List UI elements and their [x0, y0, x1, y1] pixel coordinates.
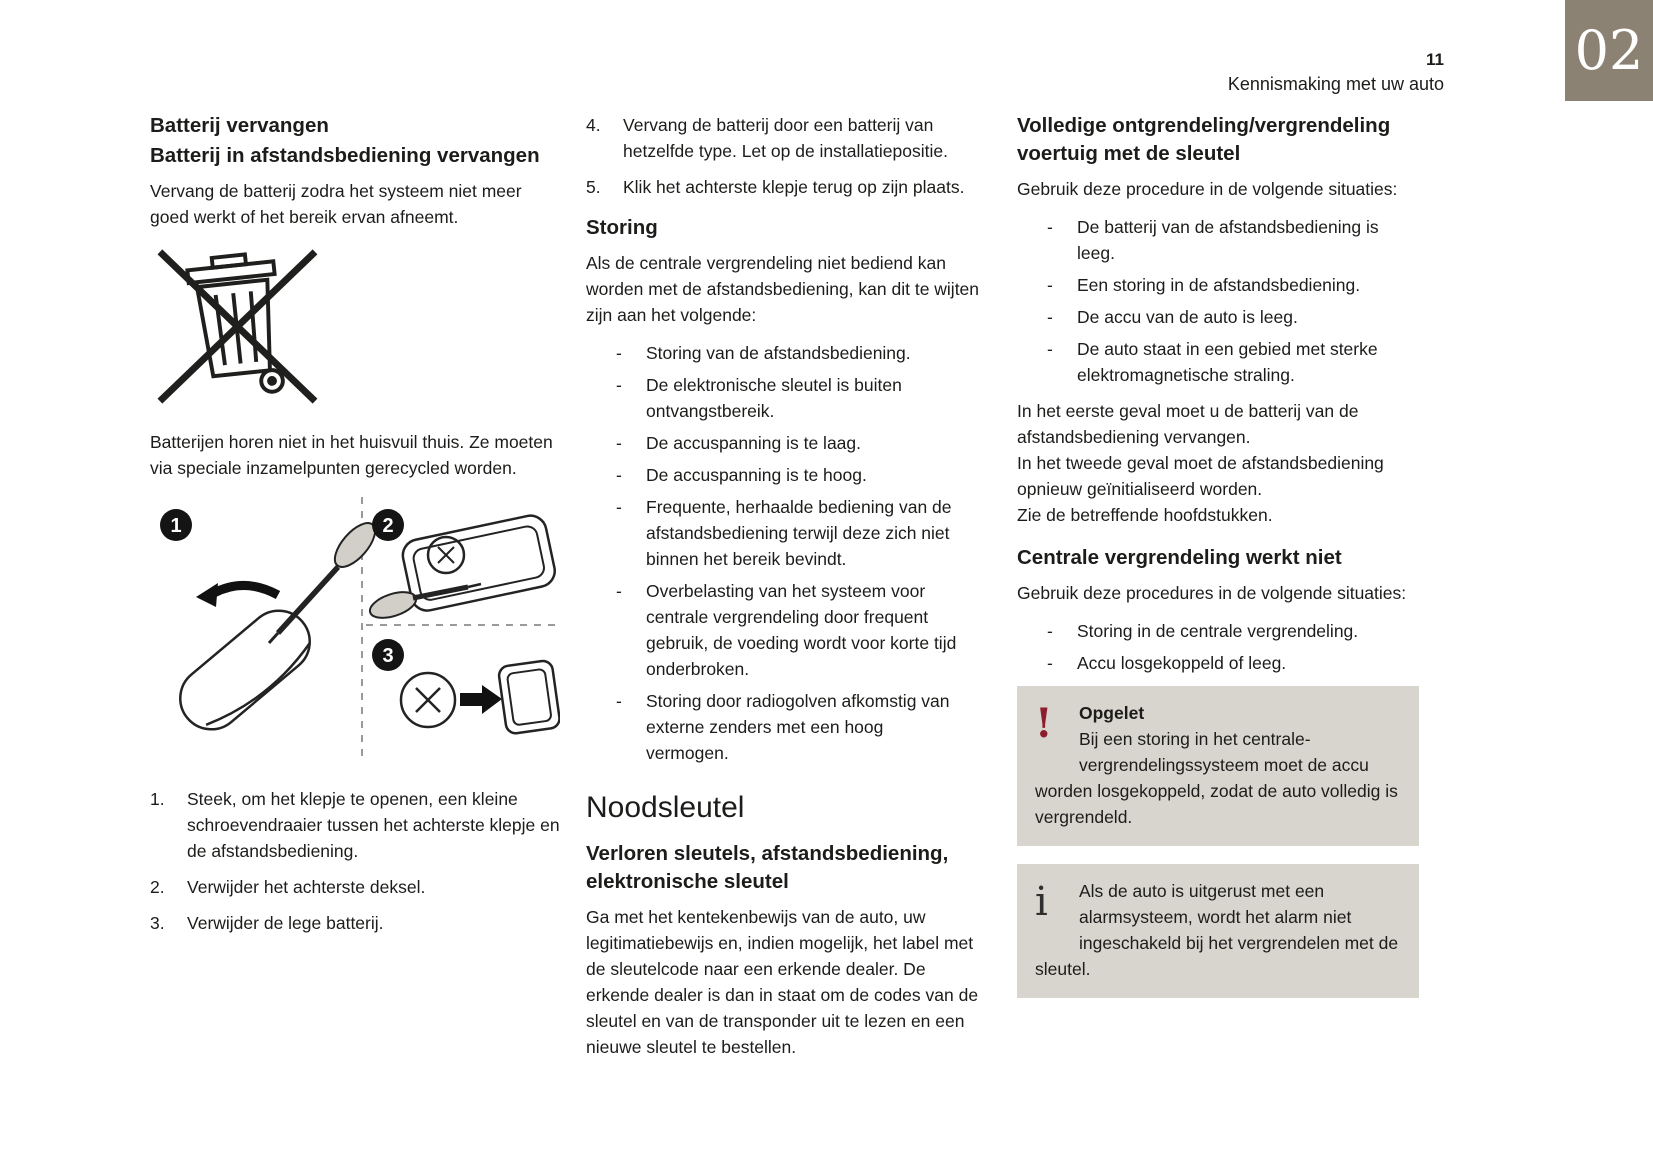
paragraph-case-1: In het eerste geval moet u de batterij van de afstandsbediening vervangen.	[1017, 401, 1359, 447]
chapter-badge	[1565, 0, 1653, 101]
key-fob-body	[168, 598, 323, 742]
numbered-steps-1-3	[150, 786, 560, 936]
warning-title: Opgelet	[1079, 703, 1145, 723]
figure-step2-label: 2	[382, 515, 394, 537]
subsection-heading-verloren-sleutels: Verloren sleutels, afstandsbediening, elektronische sleutel	[586, 842, 949, 893]
step-text: Steek, om het klepje te openen, een kleine schroevendraaier tussen het achterste klepje en de afstandsbediening.	[187, 789, 560, 861]
open-direction-arrowhead	[196, 583, 218, 607]
paragraph-group-cases	[1017, 398, 1419, 528]
step-item	[586, 112, 991, 164]
figure-key-fob-battery-replacement	[150, 495, 560, 770]
content-columns	[150, 112, 1419, 1072]
step-item	[586, 174, 991, 200]
figure-crossed-out-bin	[150, 246, 560, 415]
column-left	[150, 112, 560, 1072]
list-item: - Frequente, herhaalde bediening van de afstandsbediening terwijl deze zich niet binnen het bereik bevindt.	[616, 494, 961, 572]
step-number: 4.	[586, 115, 601, 135]
figure-step1-label: 1	[170, 515, 182, 537]
step-item	[150, 910, 560, 936]
list-item: - De auto staat in een gebied met sterke elektromagnetische straling.	[1047, 336, 1389, 388]
list-item: - De accuspanning is te laag.	[616, 430, 961, 456]
screwdriver-1	[269, 516, 382, 643]
paragraph-procedure-intro: Gebruik deze procedure in de volgende situaties:	[1017, 179, 1398, 199]
section-heading-storing: Storing	[586, 216, 658, 239]
step-text: Verwijder het achterste deksel.	[187, 877, 426, 897]
section-heading-batterij-vervangen: Batterij vervangen	[150, 114, 329, 137]
info-text: Als de auto is uitgerust met een alarmsysteem, wordt het alarm niet ingeschakeld bij het vergrendelen met de sleutel.	[1035, 881, 1399, 979]
paragraph-verloren-sleutels: Ga met het kentekenbewijs van de auto, uw legitimatiebewijs en, indien mogelijk, het label met de sleutelcode naar een erkende dealer. De erkende dealer is dan in staat om de codes van de sleutel en van de transponder uit te lezen en een nieuwe sleutel te bestellen.	[586, 907, 979, 1057]
coin-battery	[401, 673, 455, 727]
step-item	[150, 786, 560, 864]
step-number: 5.	[586, 177, 601, 197]
step-item	[150, 874, 560, 900]
page-number: 11	[1426, 50, 1444, 69]
section-heading-volledige-ontgrendeling: Volledige ontgrendeling/vergrendeling voertuig met de sleutel	[1017, 114, 1391, 165]
chapter-number: 02	[1574, 18, 1644, 82]
paragraph-battery-recycle: Batterijen horen niet in het huisvuil thuis. Ze moeten via speciale inzamelpunten gerecycled worden.	[150, 432, 553, 478]
step-text: Vervang de batterij door een batterij van hetzelfde type. Let op de installatiepositie.	[623, 115, 948, 161]
list-item: - De accu van de auto is leeg.	[1047, 304, 1389, 330]
crossed-out-bin-icon	[150, 246, 322, 408]
list-item: - Accu losgekoppeld of leeg.	[1047, 650, 1389, 676]
list-item: - Een storing in de afstandsbediening.	[1047, 272, 1389, 298]
list-item: - Storing door radiogolven afkomstig van externe zenders met een hoog vermogen.	[616, 688, 961, 766]
remove-arrow-head	[482, 685, 502, 714]
list-item: - De batterij van de afstandsbediening is leeg.	[1047, 214, 1389, 266]
step-number: 2.	[150, 877, 165, 897]
figure-step3-label: 3	[382, 645, 394, 667]
open-direction-arrow	[214, 585, 278, 595]
paragraph-see-chapters: Zie de betreffende hoofdstukken.	[1017, 505, 1273, 525]
paragraph-storing-intro: Als de centrale vergrendeling niet bediend kan worden met de afstandsbediening, kan dit te wijten zijn aan het volgende:	[586, 253, 980, 325]
warning-box	[1017, 686, 1419, 846]
info-box	[1017, 864, 1419, 998]
central-locking-situations-list	[1017, 618, 1419, 676]
paragraph-battery-intro: Vervang de batterij zodra het systeem niet meer goed werkt of het bereik ervan afneemt.	[150, 181, 522, 227]
info-icon: i	[1035, 879, 1048, 925]
battery-slot	[498, 660, 560, 735]
step-number: 1.	[150, 789, 165, 809]
list-item: - Storing van de afstandsbediening.	[616, 340, 961, 366]
procedure-situations-list	[1017, 214, 1419, 388]
list-item: - Overbelasting van het systeem voor centrale vergrendeling door frequent gebruik, de voeding wordt voor korte tijd onderbroken.	[616, 578, 961, 682]
remove-arrow-shaft	[460, 693, 482, 706]
section-heading-centrale-vergrendeling: Centrale vergrendeling werkt niet	[1017, 546, 1342, 569]
warning-text: Bij een storing in het centrale-vergrendelingssysteem moet de accu worden losgekoppeld, zodat de auto volledig is vergrendeld.	[1035, 729, 1398, 827]
step-text: Klik het achterste klepje terug op zijn plaats.	[623, 177, 965, 197]
storing-causes-list	[586, 340, 991, 766]
key-fob-diagram	[150, 495, 560, 763]
chapter-heading-noodsleutel: Noodsleutel	[586, 791, 745, 824]
column-middle	[586, 112, 991, 1072]
page-header-title: Kennismaking met uw auto	[1227, 74, 1444, 94]
step-text: Verwijder de lege batterij.	[187, 913, 384, 933]
warning-exclamation-icon: !	[1035, 700, 1053, 747]
list-item: - Storing in de centrale vergrendeling.	[1047, 618, 1389, 644]
list-item: - De accuspanning is te hoog.	[616, 462, 961, 488]
step-number: 3.	[150, 913, 165, 933]
paragraph-procedures-intro: Gebruik deze procedures in de volgende situaties:	[1017, 583, 1407, 603]
column-right	[1017, 112, 1419, 1072]
numbered-steps-4-5	[586, 112, 991, 200]
list-item: - De elektronische sleutel is buiten ontvangstbereik.	[616, 372, 961, 424]
paragraph-case-2: In het tweede geval moet de afstandsbediening opnieuw geïnitialiseerd worden.	[1017, 453, 1384, 499]
subsection-heading-batterij-afstandsbediening: Batterij in afstandsbediening vervangen	[150, 144, 540, 167]
